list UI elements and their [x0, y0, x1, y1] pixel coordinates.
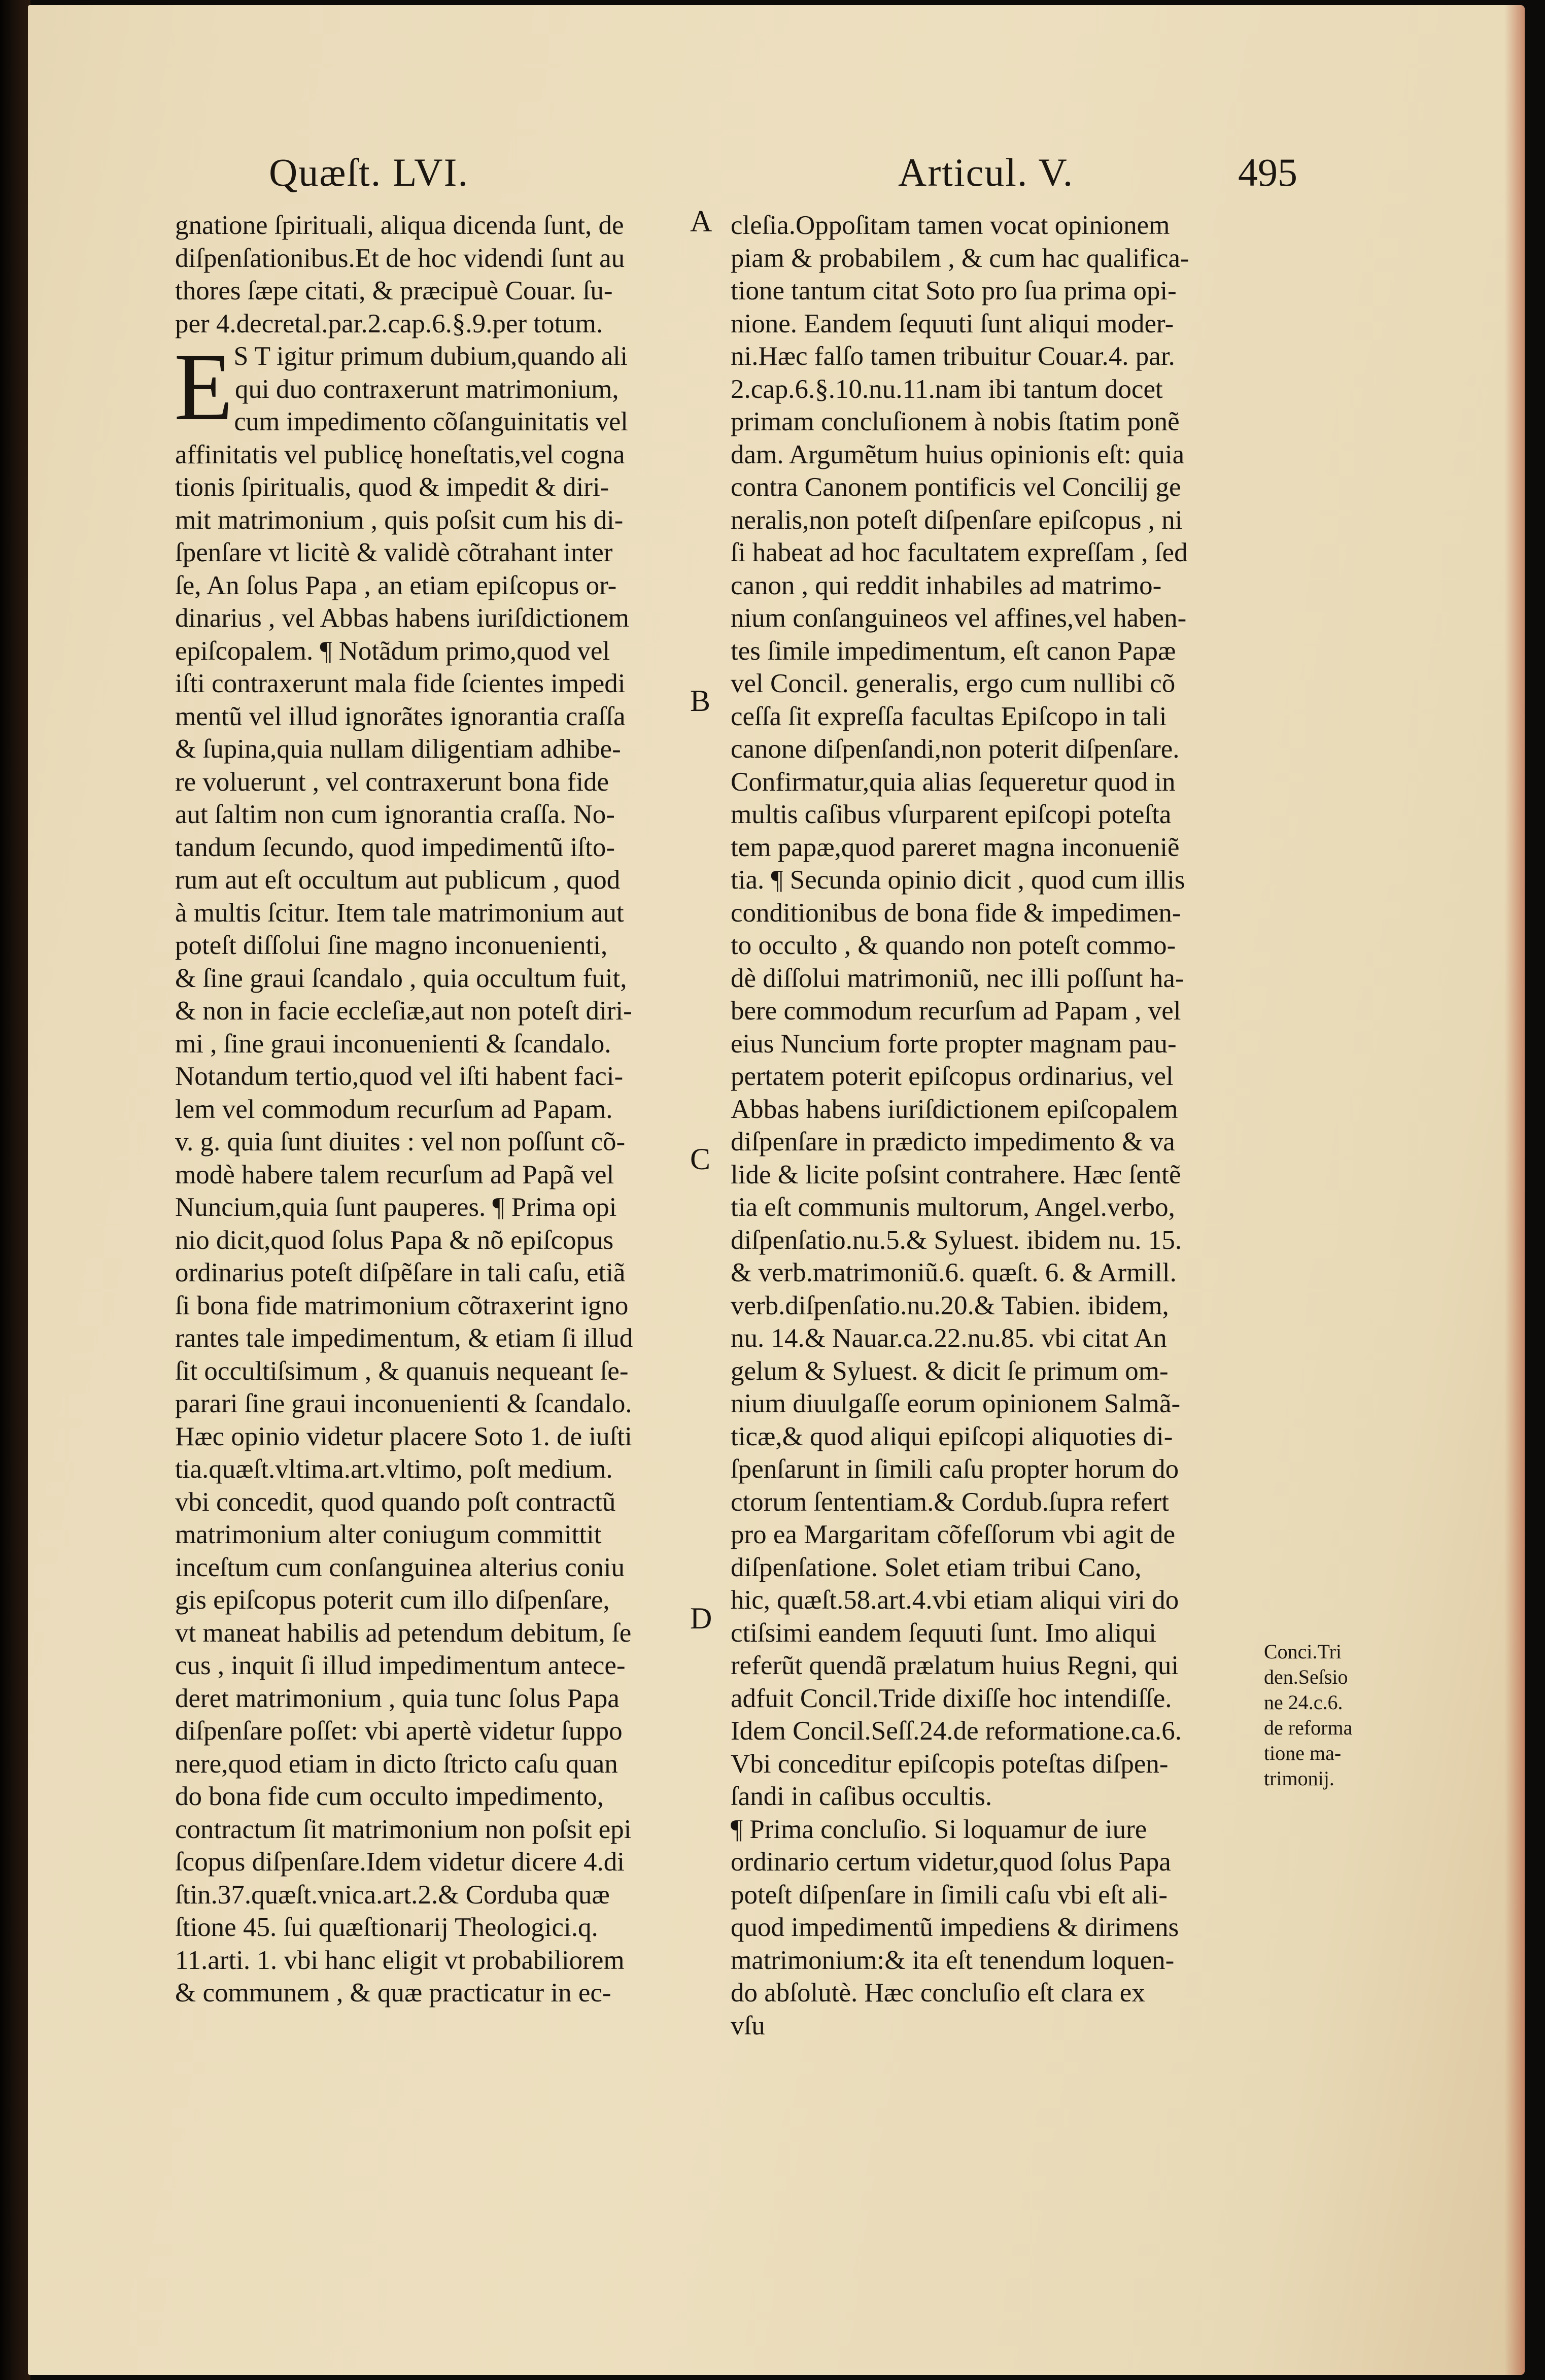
- text-line: epiſcopalem. ¶ Notãdum primo,quod vel: [175, 636, 610, 666]
- text-line: pro ea Margaritam cõfeſſorum vbi agit de: [731, 1520, 1176, 1549]
- text-line: ſi habeat ad hoc facultatem expreſſam , ſed: [731, 538, 1188, 567]
- text-line: cum impedimento cõſanguinitatis vel: [234, 407, 628, 436]
- text-line: nu. 14.& Nauar.ca.22.nu.85. vbi citat An: [731, 1323, 1167, 1353]
- text-line: canon , qui reddit inhabiles ad matrimo-: [731, 570, 1162, 600]
- text-line: multis caſibus vſurparent epiſcopi poteſta: [731, 800, 1172, 829]
- text-line: gelum & Syluest. & dicit ſe primum om-: [731, 1356, 1169, 1386]
- text-line: ¶ Prima concluſio. Si loquamur de iure: [731, 1814, 1147, 1844]
- text-line: aut ſaltim non cum ignorantia craſſa. No-: [175, 800, 615, 829]
- text-line: ctiſsimi eandem ſequuti ſunt. Imo aliqui: [731, 1618, 1157, 1648]
- text-line: mi , ſine graui inconuenienti & ſcandalo.: [175, 1029, 611, 1059]
- text-line: ſpenſare vt licitè & validè cõtrahant inter: [175, 538, 613, 567]
- text-line: ordinarius poteſt diſpẽſare in tali caſu, etiã: [175, 1258, 626, 1287]
- text-line: ſpenſarunt in ſimili caſu propter horum do: [731, 1454, 1179, 1484]
- text-line: mit matrimonium , quis poſsit cum his di-: [175, 505, 624, 535]
- text-line: conditionibus de bona fide & impedimen-: [731, 898, 1181, 928]
- marginal-note-line: Conci.Tri: [1264, 1640, 1342, 1663]
- text-line: do bona fide cum occulto impedimento,: [175, 1782, 604, 1811]
- text-line: poteſt diſpenſare in ſimili caſu vbi eſt ali-: [731, 1880, 1168, 1910]
- text-line: dè diſſolui matrimoniũ, nec illi poſſunt ha-: [731, 963, 1184, 993]
- marginal-note-line: ne 24.c.6.: [1264, 1691, 1343, 1714]
- text-line: eius Nuncium forte propter magnam pau-: [731, 1029, 1177, 1059]
- text-line: vſu: [731, 2011, 765, 2041]
- text-line: verb.diſpenſatio.nu.20.& Tabien. ibidem,: [731, 1290, 1169, 1320]
- text-line: diſpenſare poſſet: vbi apertè videtur ſuppo: [175, 1716, 623, 1746]
- text-line: hic, quæſt.58.art.4.vbi etiam aliqui viri do: [731, 1585, 1179, 1615]
- text-line: cus , inquit ſi illud impedimentum antece-: [175, 1651, 626, 1680]
- text-line: iſti contraxerunt mala fide ſcientes impedi: [175, 669, 626, 698]
- text-line: nio dicit,quod ſolus Papa & nõ epiſcopus: [175, 1225, 614, 1255]
- text-line: diſpenſatio.nu.5.& Syluest. ibidem nu. 15.: [731, 1225, 1182, 1255]
- marginal-note-line: tione ma-: [1264, 1742, 1342, 1764]
- text-line: ordinario certum videtur,quod ſolus Papa: [731, 1847, 1171, 1877]
- text-line: & non in facie eccleſiæ,aut non poteſt diri-: [175, 996, 632, 1026]
- marginal-note-line: trimonij.: [1264, 1767, 1334, 1790]
- text-line: lide & licite poſsint contrahere. Hæc ſentẽ: [731, 1160, 1181, 1189]
- text-line: ſcopus diſpenſare.Idem videtur dicere 4.di: [175, 1847, 625, 1877]
- text-line: ſandi in caſibus occultis.: [731, 1782, 992, 1811]
- marginal-note-line: den.Seſsio: [1264, 1665, 1348, 1688]
- text-line: nione. Eandem ſequuti ſunt aliqui moder-: [731, 309, 1174, 338]
- text-line: 2.cap.6.§.10.nu.11.nam ibi tantum docet: [731, 374, 1163, 404]
- text-line: v. g. quia ſunt diuites : vel non poſſunt cõ-: [175, 1127, 626, 1157]
- text-line: diſpenſare in prædicto impedimento & va: [731, 1127, 1175, 1157]
- text-line: ticæ,& quod aliqui epiſcopi aliquoties di-: [731, 1421, 1173, 1451]
- text-line: vel Concil. generalis, ergo cum nullibi cõ: [731, 669, 1176, 698]
- text-line: dinarius , vel Abbas habens iuriſdictionem: [175, 603, 629, 633]
- text-line: to occulto , & quando non poteſt commo-: [731, 931, 1176, 960]
- text-line: rantes tale impedimentum, & etiam ſi illud: [175, 1323, 633, 1353]
- text-line: tione tantum citat Soto pro ſua prima opi-: [731, 276, 1177, 305]
- section-marker-a: A: [690, 205, 712, 238]
- text-line: vbi concedit, quod quando poſt contractũ: [175, 1487, 616, 1517]
- section-marker-c: C: [690, 1142, 711, 1176]
- text-line: ſtin.37.quæſt.vnica.art.2.& Corduba quæ: [175, 1880, 610, 1910]
- text-line: affinitatis vel publicę honeſtatis,vel cogna: [175, 439, 625, 469]
- text-line: per 4.decretal.par.2.cap.6.§.9.per totum.: [175, 309, 603, 338]
- right-text-column: [731, 209, 1256, 2042]
- text-line: & communem , & quæ practicatur in ec-: [175, 1978, 611, 2008]
- text-line: neralis,non poteſt diſpenſare epiſcopus , ni: [731, 505, 1183, 535]
- text-line: ni.Hæc falſo tamen tribuitur Couar.4. par.: [731, 342, 1175, 371]
- text-line: à multis ſcitur. Item tale matrimonium aut: [175, 898, 624, 928]
- text-line: Idem Concil.Seſſ.24.de reformatione.ca.6.: [731, 1716, 1182, 1746]
- text-line: tionis ſpiritualis, quod & impedit & diri-: [175, 472, 609, 502]
- text-line: gnatione ſpirituali, aliqua dicenda ſunt, de: [175, 211, 624, 240]
- left-text-column: [175, 209, 718, 2010]
- text-line: Vbi conceditur epiſcopis poteſtas diſpen-: [731, 1749, 1169, 1779]
- text-line: poteſt diſſolui ſine magno inconuenienti,: [175, 931, 608, 960]
- text-line: do abſolutè. Hæc concluſio eſt clara ex: [731, 1978, 1145, 2008]
- text-line: nium conſanguineos vel affines,vel haben-: [731, 603, 1187, 633]
- text-line: 11.arti. 1. vbi hanc eligit vt probabiliorem: [175, 1945, 625, 1975]
- running-head: [28, 150, 1525, 206]
- text-line: bere commodum recurſum ad Papam , vel: [731, 996, 1181, 1026]
- text-line: nium diuulgaſſe eorum opinionem Salmã-: [731, 1389, 1181, 1418]
- text-line: contra Canonem pontificis vel Concilij ge: [731, 472, 1181, 502]
- text-line: tes ſimile impedimentum, eſt canon Papæ: [731, 636, 1176, 666]
- text-line: Notandum tertio,quod vel iſti habent faci-: [175, 1062, 624, 1091]
- text-line: & verb.matrimoniũ.6. quæſt. 6. & Armill.: [731, 1258, 1177, 1287]
- text-line: cleſia.Oppoſitam tamen vocat opinionem: [731, 211, 1170, 240]
- text-line: vt maneat habilis ad petendum debitum, ſe: [175, 1618, 632, 1648]
- text-line: parari ſine graui inconuenienti & ſcandalo.: [175, 1389, 632, 1418]
- text-line: primam concluſionem à nobis ſtatim ponẽ: [731, 407, 1180, 436]
- text-line: ſit occultiſsimum , & quanuis nequeant ſe-: [175, 1356, 629, 1386]
- text-line: adfuit Concil.Tride dixiſſe hoc intendiſſe.: [731, 1683, 1172, 1713]
- text-line: & ſine graui ſcandalo , quia occultum fuit,: [175, 963, 627, 993]
- text-line: dam. Argumẽtum huius opinionis eſt: quia: [731, 439, 1185, 469]
- text-line: Abbas habens iuriſdictionem epiſcopalem: [731, 1094, 1178, 1124]
- text-line: lem vel commodum recurſum ad Papam.: [175, 1094, 613, 1124]
- text-line: diſpenſatione. Solet etiam tribui Cano,: [731, 1552, 1142, 1582]
- text-line: rum aut eſt occultum aut publicum , quod: [175, 865, 621, 895]
- text-line: diſpenſationibus.Et de hoc videndi ſunt au: [175, 243, 625, 273]
- text-line: modè habere talem recurſum ad Papã vel: [175, 1160, 614, 1189]
- text-line: tia. ¶ Secunda opinio dicit , quod cum illis: [731, 865, 1185, 895]
- text-line: tia eſt communis multorum, Angel.verbo,: [731, 1193, 1175, 1222]
- header-article: Articul. V.: [898, 150, 1074, 194]
- text-line: Nuncium,quia ſunt pauperes. ¶ Prima opi: [175, 1193, 617, 1222]
- text-line: piam & probabilem , & cum hac qualifica-: [731, 243, 1189, 273]
- text-line: deret matrimonium , quia tunc ſolus Papa: [175, 1683, 620, 1713]
- text-line: matrimonium alter coniugum committit: [175, 1520, 602, 1549]
- text-line: ceſſa ſit expreſſa facultas Epiſcopo in tali: [731, 701, 1167, 731]
- section-marker-b: B: [690, 684, 711, 718]
- text-line: thores ſæpe citati, & præcipuè Couar. ſu-: [175, 276, 613, 305]
- text-line: contractum ſit matrimonium non poſsit epi: [175, 1814, 632, 1844]
- text-line: Confirmatur,quia alias ſequeretur quod in: [731, 767, 1176, 797]
- text-line: ſi bona fide matrimonium cõtraxerint igno: [175, 1290, 629, 1320]
- text-line: S T igitur primum dubium,quando ali: [233, 342, 628, 371]
- drop-cap: E: [174, 334, 233, 440]
- book-binding: [0, 0, 30, 2380]
- text-line: mentũ vel illud ignorãtes ignorantia craſſa: [175, 701, 626, 731]
- section-marker-d: D: [690, 1602, 712, 1635]
- text-line: Hæc opinio videtur placere Soto 1. de iuſti: [175, 1421, 632, 1451]
- text-line: gis epiſcopus poterit cum illo diſpenſare,: [175, 1585, 610, 1615]
- header-question: Quæſt. LVI.: [269, 150, 469, 194]
- text-line: re voluerunt , vel contraxerunt bona fide: [175, 767, 609, 797]
- text-line: pertatem poterit epiſcopus ordinarius, vel: [731, 1062, 1174, 1091]
- text-line: qui duo contraxerunt matrimonium,: [235, 374, 619, 404]
- text-line: tem papæ,quod pareret magna inconueniẽ: [731, 832, 1180, 862]
- marginal-note: [1264, 1639, 1396, 1791]
- text-line: nere,quod etiam in dicto ſtricto caſu quan: [175, 1749, 618, 1779]
- text-line: referũt quendã prælatum huius Regni, qui: [731, 1651, 1179, 1680]
- text-line: quod impedimentũ impediens & dirimens: [731, 1913, 1179, 1942]
- text-line: tandum ſecundo, quod impedimentũ iſto-: [175, 832, 615, 862]
- text-line: ctorum ſententiam.& Cordub.ſupra refert: [731, 1487, 1169, 1517]
- book-page: [28, 5, 1525, 2375]
- text-line: inceſtum cum conſanguinea alterius coniu: [175, 1552, 625, 1582]
- text-line: ſtione 45. ſui quæſtionarij Theologici.q.: [175, 1913, 598, 1942]
- text-line: ſe, An ſolus Papa , an etiam epiſcopus or-: [175, 570, 617, 600]
- text-line: & ſupina,quia nullam diligentiam adhibe-: [175, 734, 621, 764]
- text-line: canone diſpenſandi,non poterit diſpenſare.: [731, 734, 1180, 764]
- page-number: 495: [1238, 150, 1297, 194]
- marginal-note-line: de reforma: [1264, 1716, 1353, 1739]
- text-line: tia.quæſt.vltima.art.vltimo, poſt medium.: [175, 1454, 613, 1484]
- text-line: matrimonium:& ita eſt tenendum loquen-: [731, 1945, 1175, 1975]
